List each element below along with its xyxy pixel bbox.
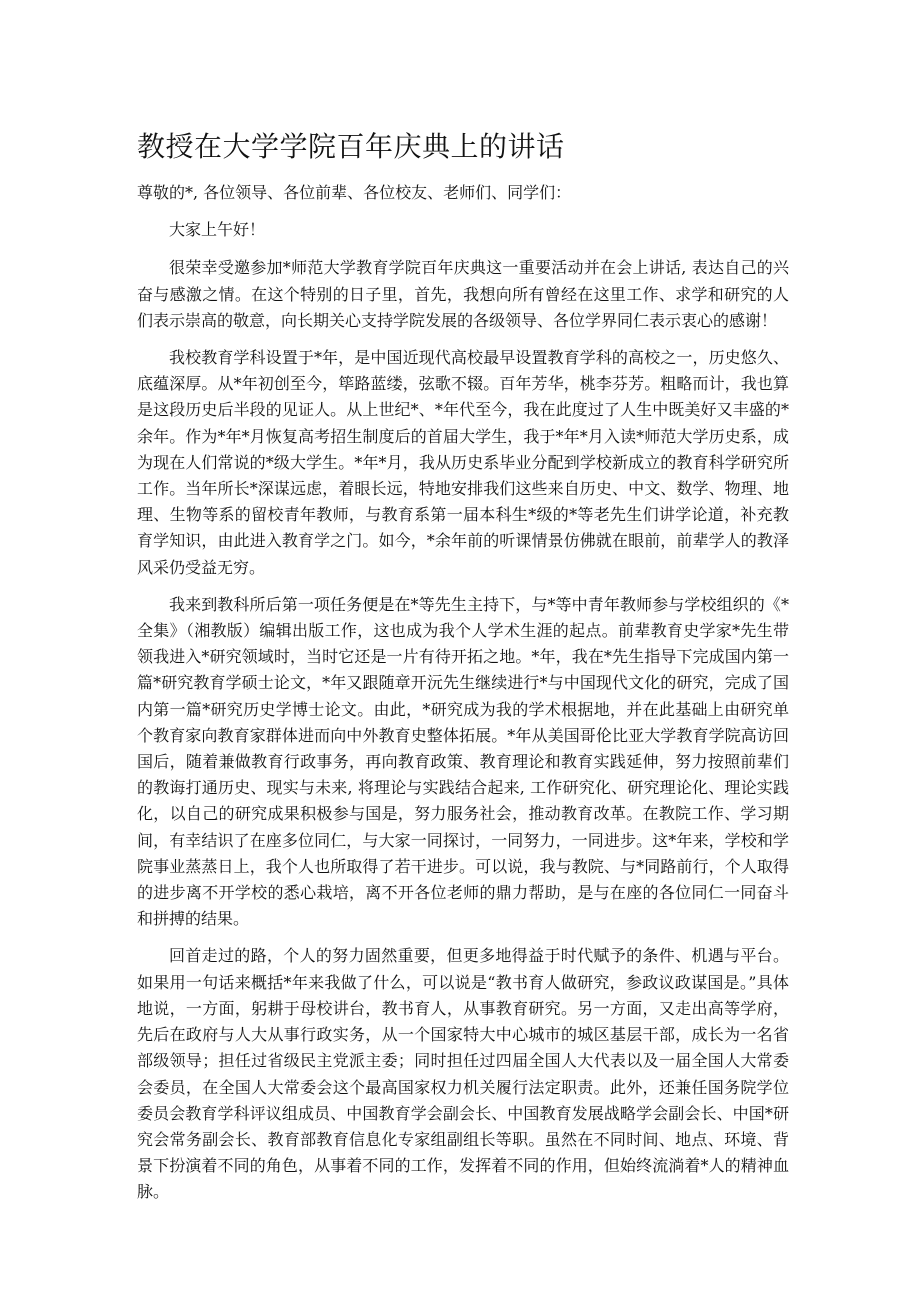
document-title: 教授在大学学院百年庆典上的讲话 <box>137 130 565 163</box>
paragraph-1: 很荣幸受邀参加*师范大学教育学院百年庆典这一重要活动并在会上讲话, 表达自己的兴奋与感激之情。在这个特别的日子里，首先，我想向所有曾经在这里工作、求学和研究的人们表示崇高的敬意，向长期关心支持学院发展的各级领导、各位学界同仁表示衷心的感谢！ <box>137 258 789 330</box>
paragraph-greeting: 大家上午好！ <box>169 220 266 240</box>
document-body <box>137 180 789 1217</box>
paragraph-2: 我校教育学科设置于*年，是中国近现代高校最早设置教育学科的高校之一，历史悠久、底蕴深厚。从*年初创至今，筚路蓝缕，弦歌不辍。百年芳华，桃李芬芳。粗略而计，我也算是这段历史后半段的见证人。从上世纪*、*年代至今，我在此度过了人生中既美好又丰盛的*余年。作为*年*月恢复高考招生制度后的首届大学生，我于*年*月入读*师范大学历史系，成为现在人们常说的*级大学生。*年*月，我从历史系毕业分配到学校新成立的教育科学研究所工作。当年所长*深谋远虑，着眼长远，特地安排我们这些来自历史、中文、数学、物理、地理、生物等系的留校青年教师，与教育系第一届本科生*级的*等老先生们讲学论道，补充教育学知识，由此进入教育学之门。如今，*余年前的听课情景仿佛就在眼前，前辈学人的教泽风采仍受益无穷。 <box>137 348 789 577</box>
salutation: 尊敬的*, 各位领导、各位前辈、各位校友、老师们、同学们： <box>137 183 572 202</box>
paragraph-4: 回首走过的路，个人的努力固然重要，但更多地得益于时代赋予的条件、机遇与平台。如果用一句话来概括*年来我做了什么，可以说是“教书育人做研究，参政议政谋国是。”具体地说，一方面，躬耕于母校讲台，教书育人，从事教育研究。另一方面，又走出高等学府，先后在政府与人大从事行政实务，从一个国家特大中心城市的城区基层干部，成长为一名省部级领导；担任过省级民主党派主委；同时担任过四届全国人大代表以及一届全国人大常委会委员，在全国人大常委会这个最高国家权力机关履行法定职责。此外，还兼任国务院学位委员会教育学科评议组成员、中国教育学会副会长、中国教育发展战略学会副会长、中国*研究会常务副会长、教育部教育信息化专家组副组长等职。虽然在不同时间、地点、环境、背景下扮演着不同的角色，从事着不同的工作，发挥着不同的作用，但始终流淌着*人的精神血脉。 <box>137 946 789 1202</box>
paragraph-3: 我来到教科所后第一项任务便是在*等先生主持下，与*等中青年教师参与学校组织的《*全集》（湘教版）编辑出版工作，这也成为我个人学术生涯的起点。前辈教育史学家*先生带领我进入*研究领域时，当时它还是一片有待开拓之地。*年，我在*先生指导下完成国内第一篇*研究教育学硕士论文，*年又跟随章开沅先生继续进行*与中国现代文化的研究，完成了国内第一篇*研究历史学博士论文。由此，*研究成为我的学术根据地，并在此基础上由研究单个教育家向教育家群体进而向中外教育史整体拓展。*年从美国哥伦比亚大学教育学院高访回国后，随着兼做教育行政事务，再向教育政策、教育理论和教育实践延伸，努力按照前辈们的教诲打通历史、现实与未来, 将理论与实践结合起来, 工作研究化、研究理论化、理论实践化，以自己的研究成果积极参与国是，努力服务社会，推动教育改革。在教院工作、学习期间，有幸结识了在座多位同仁，与大家一同探讨，一同努力，一同进步。这*年来，学校和学院事业蒸蒸日上，我个人也所取得了若干进步。可以说，我与教院、与*同路前行，个人取得的进步离不开学校的悉心栽培，离不开各位老师的鼎力帮助，是与在座的各位同仁一同奋斗和拼搏的结果。 <box>137 594 789 929</box>
